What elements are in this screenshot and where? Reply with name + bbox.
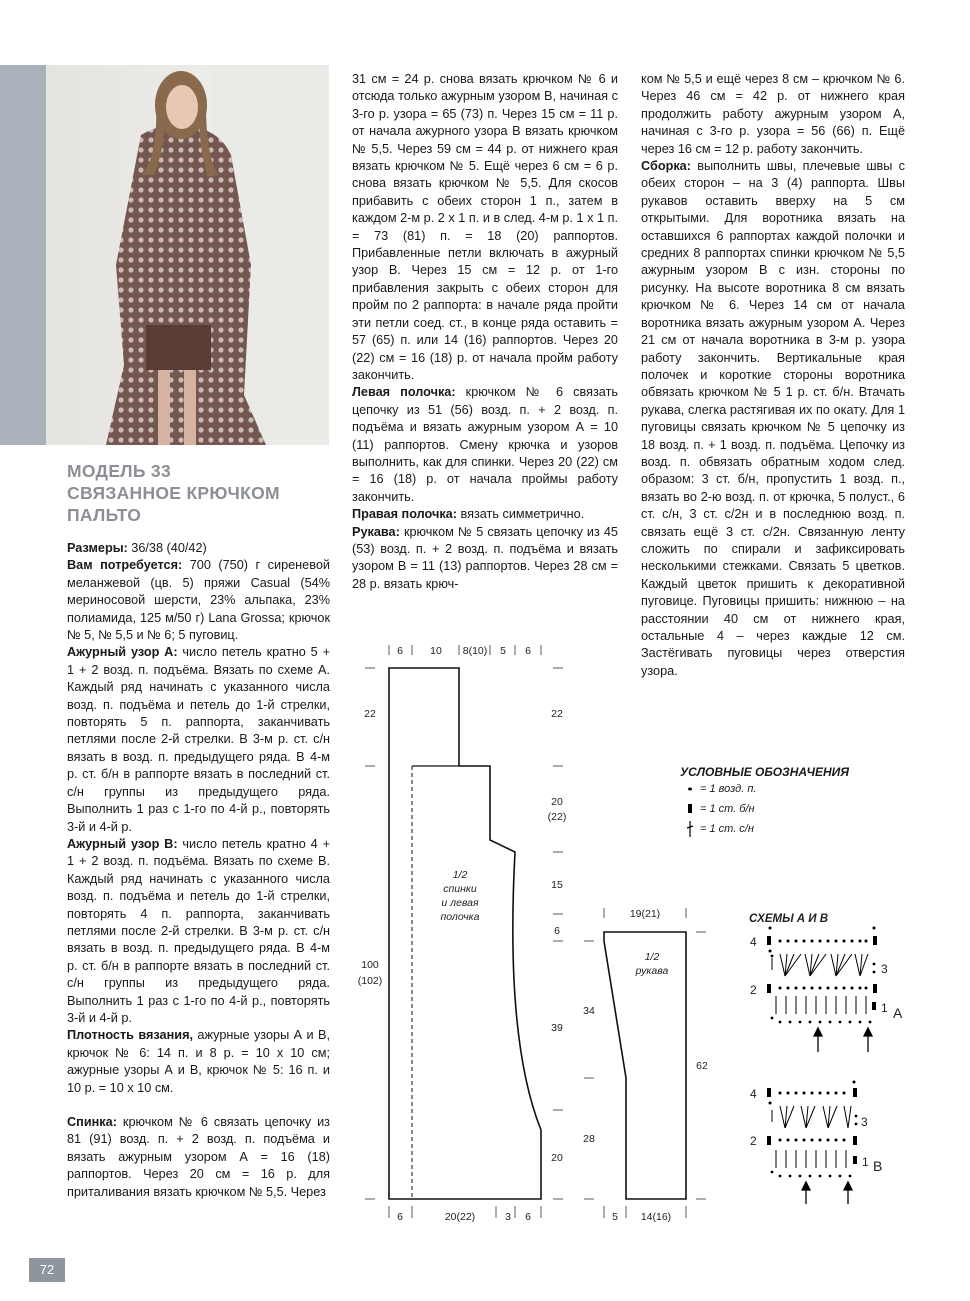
scheme-a-row-1: 1 — [881, 1001, 888, 1015]
body-top-label-1: 6 — [397, 645, 403, 657]
sleeve-left-label-2: 28 — [583, 1133, 595, 1145]
scheme-b-row-1: 1 — [862, 1155, 869, 1169]
body-top-label-5: 6 — [525, 645, 531, 657]
pattern-a-label: Ажурный узор А: — [67, 645, 178, 660]
assembly-label: Сборка: — [641, 159, 691, 174]
scheme-a-name: A — [893, 1005, 903, 1021]
materials-text: 700 (750) г сиреневой меланжевой (цв. 5) пряжи Casual (54% мериносовой шерсти, 23% альпака, 23% полиамида, 125 м/50 г) Lana Grossa; крючок № 5, № 5,5 и № 6; 5 пуговиц. — [67, 558, 330, 643]
body-bottom-label-2: 20(22) — [444, 1211, 476, 1223]
body-bottom-label-4: 6 — [525, 1211, 531, 1223]
scheme-b-row-2: 2 — [750, 1134, 757, 1148]
right-front-text: вязать симметрично. — [456, 507, 585, 522]
body-piece-label-3: и левая — [441, 897, 479, 909]
pattern-b-label: Ажурный узор В: — [67, 836, 178, 851]
scheme-a-row-3: 3 — [881, 962, 888, 976]
back-label: Спинка: — [67, 1115, 117, 1129]
body-piece-label-2: спинки — [443, 883, 477, 895]
heading-line-1: МОДЕЛЬ 33 — [67, 461, 171, 481]
sleeves-label: Рукава: — [352, 524, 400, 539]
sleeve-bottom-label-1: 5 — [612, 1211, 618, 1223]
back-text: крючком № 6 связать цепочку из 81 (91) возд. п. + 2 возд. п. подъёма и вязать ажурным узором А = 16 (18) раппортов. Через 20 см = 16 р. для приталивания вязать крючком № 5,5. Через — [67, 1115, 330, 1199]
scheme-b-row-4: 4 — [750, 1087, 757, 1101]
scheme-a-row-4: 4 — [750, 935, 757, 949]
body-left-label-3: (102) — [357, 975, 383, 987]
back-continued-paragraph: 31 см = 24 р. снова вязать крючком № 6 и отсюда только ажурным узором В, начиная с 3-го р. узора = 65 (73) п. Через 15 см = 11 р. от начала ажурного узора В вязать крючком № 5,5. Через 59 см = 44 р. от нижнего края вязать крючком № 5. Ещё через 6 см = 6 р. снова вязать крючком № 5,5. Для скосов прибавить с обеих сторон 1 п., затем в каждом 2-м р. 2 х 1 п. и в след. 4-м р. 1 х 1 п. = 73 (81) п. = 18 (20) раппортов. Прибавленные петли включать в ажурный узор В. Через 15 см = 12 р. от 1-го прибавления закрыть с обеих сторон для пройм по 2 раппорта: в начале ряда пройти эти петли соед. ст., в конце ряда оставить = 57 (65) п. или 14 (16) раппортов. Через 20 (22) см = 16 (18) р. от начала пройм работу закончить. — [352, 72, 618, 382]
body-right-label-4: 15 — [551, 879, 563, 891]
schemes-title: СХЕМЫ А И В — [749, 913, 829, 925]
body-schematic — [358, 645, 567, 1223]
legend-item-2: = 1 ст. б/н — [700, 803, 755, 815]
sizes-label: Размеры: — [67, 541, 128, 555]
body-right-label-5: 6 — [554, 925, 560, 937]
scheme-b — [750, 1081, 882, 1205]
heading-line-3: ПАЛЬТО — [67, 505, 142, 525]
body-left-label-2: 100 — [361, 959, 379, 971]
page-number: 72 — [29, 1258, 65, 1282]
pattern-a-text: число петель кратно 5 + 1 + 2 возд. п. подъёма. Вязать по схеме А. Каждый ряд начинать с указанного числа возд. п. подъёма и петель до 1-й стрелки, повторять 5 п. раппорта, заканчивать петлями после 2-й стрелки. В 3-м р. ст. с/н вязать в возд. п. предыдущего ряда. В 4-м р. ст. б/н в раппорте вязать в последний ст. с/н группы из предыдущего ряда. Выполнить 1 раз с 1-го по 4-й р., повторять 3-й и 4-й р. — [67, 645, 330, 834]
body-piece-label-1: 1/2 — [452, 869, 468, 881]
scheme-b-name: B — [873, 1158, 883, 1174]
materials-label: Вам потребуется: — [67, 558, 183, 573]
body-piece-label-4: полочка — [440, 911, 480, 923]
scheme-b-row-3: 3 — [861, 1115, 868, 1129]
left-front-label: Левая полочка: — [352, 385, 456, 400]
pattern-b-text: число петель кратно 4 + 1 + 2 возд. п. подъёма. Вязать по схеме В. Каждый ряд начинать с указанного числа возд. п. подъёма и петель до 1-й стрелки, повторять 4 п. раппорта, заканчивать петлями после 2-й стрелки. В 3-м р. ст. с/н вязать в возд. п. предыдущего ряда. В 4-м р. ст. б/н в раппорте вязать в последний ст. с/н группы из предыдущего ряда. Выполнить 1 раз с 1-го по 4-й р., повторять 3-й и 4-й р. — [67, 836, 330, 1025]
sizes-text: 36/38 (40/42) — [127, 541, 207, 555]
gauge-text: ажурные узоры А и В, крючок № 6: 14 п. и 8 р. = 10 х 10 см; ажурные узоры А и В, крючок № 5: 16 п. и 10 р. = 10 х 10 см. — [67, 1028, 330, 1095]
body-right-label-1: 22 — [551, 708, 563, 720]
body-top-label-3: 8(10) — [462, 645, 488, 657]
body-left-label-1: 22 — [364, 708, 376, 720]
body-top-label-2: 10 — [430, 645, 442, 657]
gauge-label: Плотность вязания, — [67, 1028, 194, 1043]
sleeve-piece-label-1: 1/2 — [644, 951, 660, 963]
scheme-a-row-2: 2 — [750, 983, 757, 997]
left-front-text: крючком № 6 связать цепочку из 51 (56) возд. п. + 2 возд. п. подъёма и вязать ажурным узором А = 10 (11) раппортов. Смену крючка и узоров выполнить, как для спинки. Через 20 (22) см = 16 (18) р. от начала проймы работу закончить. — [352, 385, 618, 504]
sleeve-right-label: 62 — [696, 1060, 708, 1072]
sleeve-piece-label-2: рукава — [635, 965, 669, 977]
body-top-label-4: 5 — [500, 645, 506, 657]
sleeves-continued-paragraph: ком № 5,5 и ещё через 8 см – крючком № 6. Через 46 см = 42 р. от нижнего края продолжить работу ажурным узором А, начиная с 3-го р. узора = 56 (66) п. Ещё через 16 см = 12 р. работу закончить. — [641, 72, 905, 156]
assembly-text: выполнить швы, плечевые швы с обеих сторон – на 3 (4) раппорта. Швы рукавов оставить вверху на 5 см открытыми. Для воротника вязать на оставшихся 6 раппортах каждой полочки и средних 8 раппортах спинки крючком № 5,5 ажурным узором В с изн. стороны по рисунку. На высоте воротника 8 см вязать крючком № 6. Через 14 см от начала воротника вязать ажурным узором А. Через 21 см от начала воротника в 3-м р. узора работу закончить. Вертикальные края полочек и короткие стороны воротника обвязать крючком № 5 1 р. ст. б/н. Втачать рукава, слегка растягивая их по окату. Для 1 пуговицы связать крючком № 5 цепочку из 18 возд. п. + 1 возд. п. подъёма. Цепочку из возд. п. обвязать обратным ходом след. образом: 3 ст. б/н, пропустить 1 возд. п., вязать во 2-ю возд. п. от крючка, 5 полуст., 6 ст. с/н, 3 ст. с/2н и в последнюю возд. п. связать ещё 3 ст. с/2н. Связанную ленту сложить по спирали и зафиксировать несколькими стежками. Связать 5 цветков. Каждый цветок пришить к декоративной пуговице. Пуговицы пришить: нижнюю – на расстоянии 40 см от нижнего края, остальные 4 – через каждые 12 см. Застёгивать пуговицы через отверстия узора. — [641, 159, 905, 678]
sleeve-top-label: 19(21) — [629, 908, 661, 920]
legend-item-1: = 1 возд. п. — [700, 783, 757, 795]
sleeve-schematic — [583, 908, 708, 1223]
legend-item-3: = 1 ст. с/н — [700, 823, 754, 835]
body-bottom-label-1: 6 — [397, 1211, 403, 1223]
right-front-label: Правая полочка: — [352, 507, 457, 522]
legend-title: УСЛОВНЫЕ ОБОЗНАЧЕНИЯ — [680, 765, 850, 779]
body-right-label-2: 20 — [551, 796, 563, 808]
body-right-label-6: 39 — [551, 1022, 563, 1034]
sleeves-text: крючком № 5 связать цепочку из 45 (53) возд. п. + 2 возд. п. подъёма и вязать узором В = 11 (13) раппортов. Через 28 см = 28 р. вязать крюч- — [352, 524, 618, 591]
sleeve-bottom-label-2: 14(16) — [640, 1211, 672, 1223]
body-right-label-3: (22) — [547, 811, 567, 823]
body-bottom-label-3: 3 — [505, 1211, 511, 1223]
heading-line-2: СВЯЗАННОЕ КРЮЧКОМ — [67, 483, 280, 503]
sleeve-left-label-1: 34 — [583, 1005, 595, 1017]
scheme-a — [750, 927, 903, 1053]
body-right-label-7: 20 — [551, 1152, 563, 1164]
